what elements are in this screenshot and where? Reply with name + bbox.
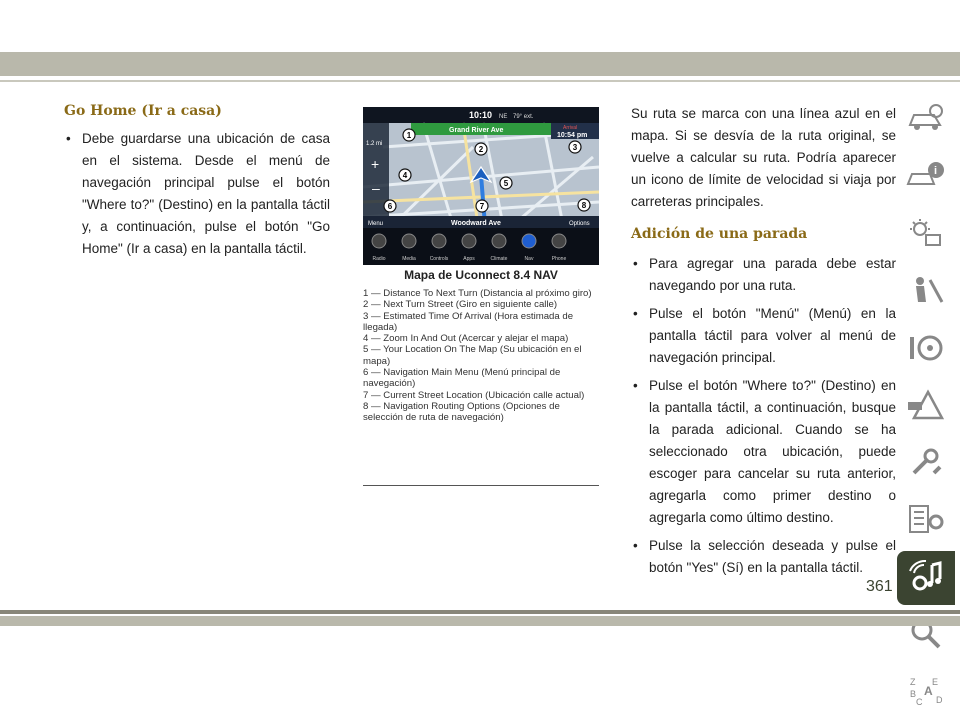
tab-index-icon[interactable] (897, 665, 955, 719)
svg-text:Nav: Nav (524, 256, 534, 262)
svg-text:Controls: Controls (429, 256, 449, 262)
bullet-add-stop-1: • Para agregar una parada debe estar navegando por una ruta. (631, 253, 896, 297)
status-direction: NE (499, 114, 508, 120)
chapter-tabs (897, 95, 955, 722)
callout-1 (403, 129, 415, 141)
warning-lights-icon (906, 217, 946, 256)
street-top: Grand River Ave (449, 127, 504, 134)
figure-caption: Mapa de Uconnect 8.4 NAV (404, 268, 558, 282)
callout-2 (475, 143, 487, 155)
route-intro: Su ruta se marca con una línea azul en el mapa. Si se desvía de la ruta original, se vuelve a calcular su ruta. Podría aparecer un icono de límite de velocidad si viaja por carreteras principales. (631, 106, 896, 209)
bullet-add-stop-4: • Pulse la selección deseada y pulse el botón "Yes" (Sí) en la pantalla táctil. (631, 535, 896, 579)
tab-warning-lights-icon[interactable] (897, 209, 955, 263)
tab-car-icon[interactable] (897, 95, 955, 149)
svg-text:Climate: Climate (490, 256, 508, 262)
legend-rule (363, 485, 599, 486)
arrival-time: 10:54 pm (557, 132, 588, 139)
right-column (631, 103, 896, 585)
svg-text:5: 5 (503, 179, 509, 188)
svg-text:A: A (924, 683, 933, 698)
callout-7 (476, 200, 488, 212)
callout-5 (500, 177, 512, 189)
svg-text:Radio: Radio (372, 256, 386, 262)
zoom-in-icon: + (371, 156, 380, 172)
svg-text:D: D (936, 694, 943, 705)
tab-checklist-gear-icon[interactable] (897, 494, 955, 548)
callout-6 (384, 200, 396, 212)
svg-text:B: B (910, 688, 917, 699)
svg-text:Apps: Apps (463, 256, 475, 262)
status-time: 10:10 (469, 110, 493, 120)
bullet-go-home: • Debe guardarse una ubicación de casa en el sistema. Desde el menú de navegación principal pulse el botón "Where to?" (Destino) en la pantalla táctil y, a continuación, pulse el botón "Go Home" (Ir a casa) en la pantalla táctil. (64, 128, 330, 260)
footer-band-lower (0, 616, 960, 626)
svg-text:3: 3 (572, 143, 578, 152)
car-icon (906, 103, 946, 142)
callout-4 (399, 169, 411, 181)
tab-tools-steering-icon[interactable] (897, 323, 955, 377)
car-info-icon (906, 160, 946, 199)
header-band (0, 52, 960, 76)
legend-item-2: 2 — Next Turn Street (Giro en siguiente calle) (363, 299, 558, 311)
menu-label: Menu (368, 221, 384, 227)
tab-wrench-icon[interactable] (897, 437, 955, 491)
tab-multimedia-icon[interactable] (897, 551, 955, 605)
svg-text:6: 6 (387, 202, 393, 211)
tab-person-airbag-icon[interactable] (897, 266, 955, 320)
header-rule (0, 80, 960, 82)
tools-steering-icon (906, 331, 946, 370)
svg-text:Media: Media (402, 256, 416, 262)
footer-band (0, 610, 960, 614)
bullet-add-stop-2: • Pulse el botón "Menú" (Menú) en la pantalla táctil para volver al menú de navegación principal. (631, 303, 896, 369)
street-bottom: Woodward Ave (451, 220, 501, 227)
svg-text:i: i (934, 164, 938, 177)
legend-item-3: 3 — Estimated Time Of Arrival (Hora estimada de llegada) (363, 310, 574, 333)
nav-screenshot (363, 107, 599, 265)
tab-breakdown-warning-icon[interactable] (897, 380, 955, 434)
legend-item-8: 8 — Navigation Routing Options (Opciones de selección de ruta de navegación) (363, 400, 560, 424)
svg-text:E: E (932, 676, 939, 687)
arrival-label: Arrival (563, 125, 578, 131)
svg-text:2: 2 (478, 145, 484, 154)
bullet-add-stop-3: • Pulse el botón "Where to?" (Destino) en la pantalla táctil, a continuación, busque la parada adicional. Cuando se ha seleccionado otra ubicación, puede escoger para cancelar su ruta anterior, agregarla como primer destino o agregarla como último destino. (631, 375, 896, 529)
status-temperature: 79° ext. (513, 114, 534, 120)
svg-text:4: 4 (402, 171, 408, 180)
options-label: Options (569, 221, 590, 227)
callout-8 (578, 199, 590, 211)
legend-item-4: 4 — Zoom In And Out (Acercar y alejar el mapa) (363, 333, 569, 345)
svg-text:C: C (916, 696, 923, 707)
distance-to-turn: 1.2 mi (366, 141, 383, 147)
legend-item-6: 6 — Navigation Main Menu (Menú principal de navegación) (363, 367, 561, 390)
svg-text:Z: Z (910, 676, 916, 687)
left-column (64, 128, 330, 266)
multimedia-icon (906, 559, 946, 598)
section-heading-add-stop: Adición de una parada (631, 226, 808, 242)
svg-text:7: 7 (479, 202, 485, 211)
callout-3 (569, 141, 581, 153)
svg-text:1: 1 (406, 131, 412, 140)
wrench-icon (906, 445, 946, 484)
person-airbag-icon (906, 274, 946, 313)
page-number: 361 (866, 578, 893, 595)
svg-text:Phone: Phone (551, 256, 567, 262)
index-icon (906, 673, 946, 712)
breakdown-warning-icon (906, 388, 946, 427)
svg-text:8: 8 (581, 201, 587, 210)
tab-car-info-icon[interactable] (897, 152, 955, 206)
checklist-gear-icon (906, 502, 946, 541)
figure-legend (363, 288, 599, 424)
nav-map-image (363, 107, 599, 265)
legend-item-1: 1 — Distance To Next Turn (Distancia al próximo giro) (363, 288, 592, 299)
section-heading-go-home: Go Home (Ir a casa) (64, 103, 222, 119)
legend-item-7: 7 — Current Street Location (Ubicación calle actual) (363, 389, 585, 401)
zoom-out-icon: – (372, 180, 380, 196)
legend-item-5: 5 — Your Location On The Map (Su ubicación en el mapa) (363, 344, 582, 367)
